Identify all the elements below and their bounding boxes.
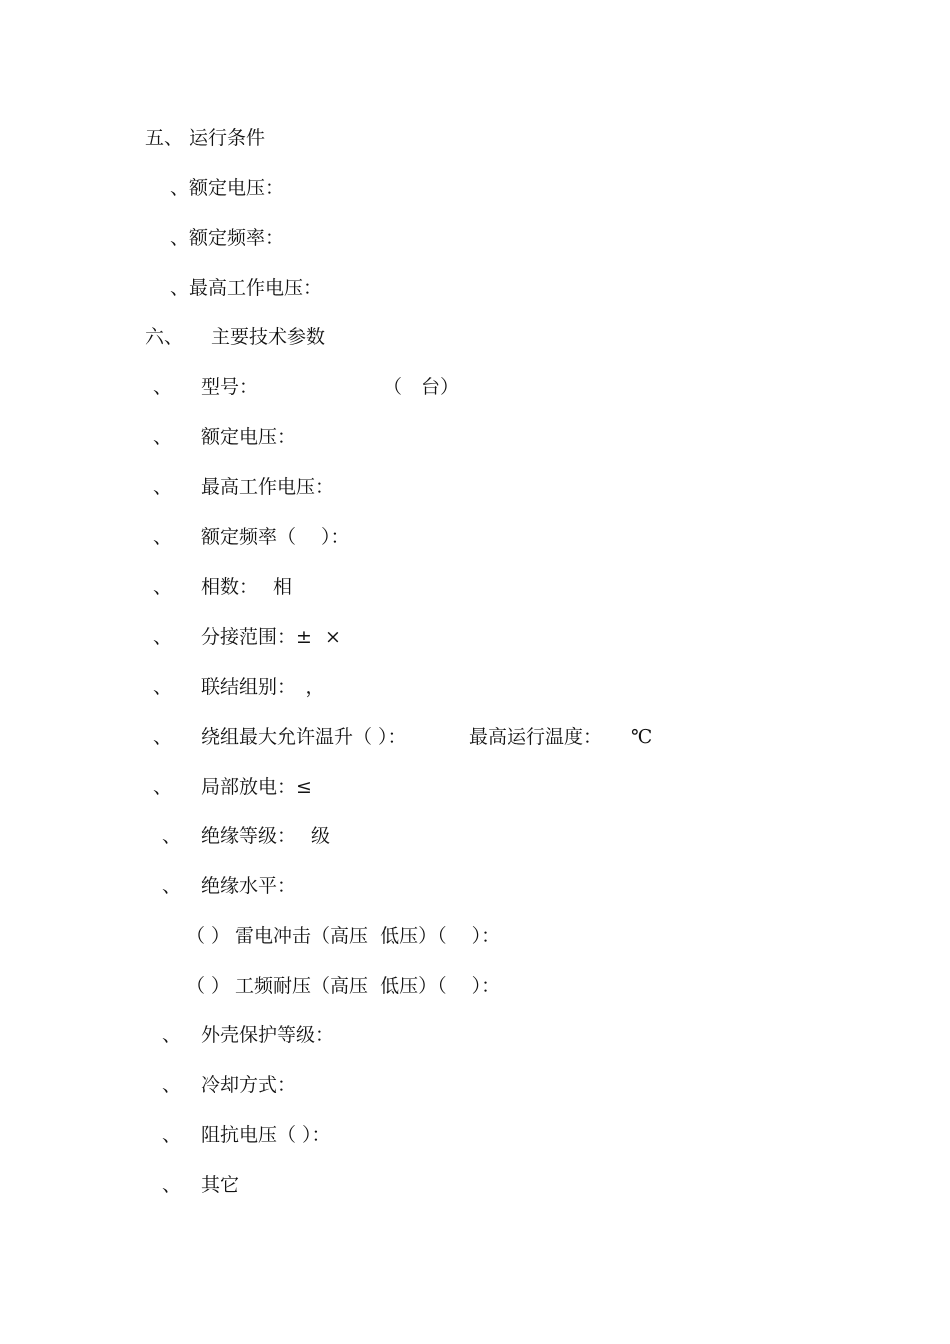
subrow-number: （ ） — [186, 925, 231, 947]
param-label: 局部放电：≤ — [201, 776, 312, 798]
param-row-tap-range — [153, 624, 753, 650]
param-label: 联结组别： ， — [201, 676, 325, 698]
row-separator: 、 — [153, 476, 173, 498]
param-row-insulation-class — [162, 823, 762, 849]
param-row-other — [162, 1172, 762, 1198]
param-label: 冷却方式： — [201, 1074, 297, 1096]
row-separator: 、 — [162, 825, 182, 847]
param-label: 额定频率（ ）： — [201, 526, 350, 548]
param-row-enclosure — [162, 1022, 762, 1048]
section5-heading: 五、 运行条件 — [145, 127, 266, 149]
row-separator: 、 — [162, 1174, 182, 1196]
param-label: 分接范围：± — [201, 626, 312, 648]
param-unit: 级 — [311, 825, 331, 847]
section6-heading — [145, 324, 545, 350]
section6-title: 主要技术参数 — [211, 326, 326, 348]
param-row-impedance — [162, 1122, 762, 1148]
row-separator: 、 — [153, 626, 173, 648]
param-subrow-power-frequency — [186, 973, 786, 999]
row-separator: 、 — [153, 426, 173, 448]
row-separator: 、 — [162, 1024, 182, 1046]
param-row-cooling — [162, 1072, 762, 1098]
param-unit: （ 台） — [383, 376, 460, 398]
param-label: 最高工作电压： — [201, 476, 335, 498]
section5-item-rated-voltage: 、额定电压： — [170, 177, 285, 199]
param-row-phase — [153, 574, 753, 600]
param-unit: 相 — [273, 576, 293, 598]
param-row-rated-frequency — [153, 524, 753, 550]
row-separator: 、 — [153, 726, 173, 748]
param-row-max-voltage — [153, 474, 753, 500]
row-separator: 、 — [162, 1124, 182, 1146]
param-row-rated-voltage — [153, 424, 753, 450]
param-label: 阻抗电压（ ）： — [201, 1124, 331, 1146]
section6-number: 六、 — [145, 326, 184, 348]
subrow-number: （ ） — [186, 975, 231, 997]
param-unit-celsius: ℃ — [631, 726, 653, 748]
row-separator: 、 — [162, 1074, 182, 1096]
param-label: 绕组最大允许温升（ ）： — [201, 726, 407, 748]
param-subrow-lightning-impulse — [186, 923, 786, 949]
param-label: 额定电压： — [201, 426, 297, 448]
param-row-model — [153, 374, 753, 400]
row-separator: 、 — [153, 576, 173, 598]
row-separator: 、 — [162, 875, 182, 897]
param-label: 雷电冲击（高压 低压）（ ）： — [235, 925, 501, 947]
param-label: 工频耐压（高压 低压）（ ）： — [235, 975, 501, 997]
param-label: 外壳保护等级： — [201, 1024, 335, 1046]
param-row-connection-group — [153, 674, 753, 700]
param-label: 绝缘等级： — [201, 825, 297, 847]
param-row-insulation-level — [162, 873, 762, 899]
param-row-partial-discharge — [153, 774, 753, 800]
param-label: 相数： — [201, 576, 259, 598]
param-row-temperature — [153, 724, 753, 750]
section5-item-rated-frequency: 、额定频率： — [170, 227, 285, 249]
param-label: 型号： — [201, 376, 259, 398]
param-label: 其它 — [201, 1174, 240, 1196]
param-times-sign: × — [325, 626, 341, 648]
section5-item-max-voltage: 、最高工作电压： — [170, 277, 323, 299]
row-separator: 、 — [153, 776, 173, 798]
row-separator: 、 — [153, 376, 173, 398]
row-separator: 、 — [153, 526, 173, 548]
param-label-max-temp: 最高运行温度： — [469, 726, 603, 748]
row-separator: 、 — [153, 676, 173, 698]
param-label: 绝缘水平： — [201, 875, 297, 897]
